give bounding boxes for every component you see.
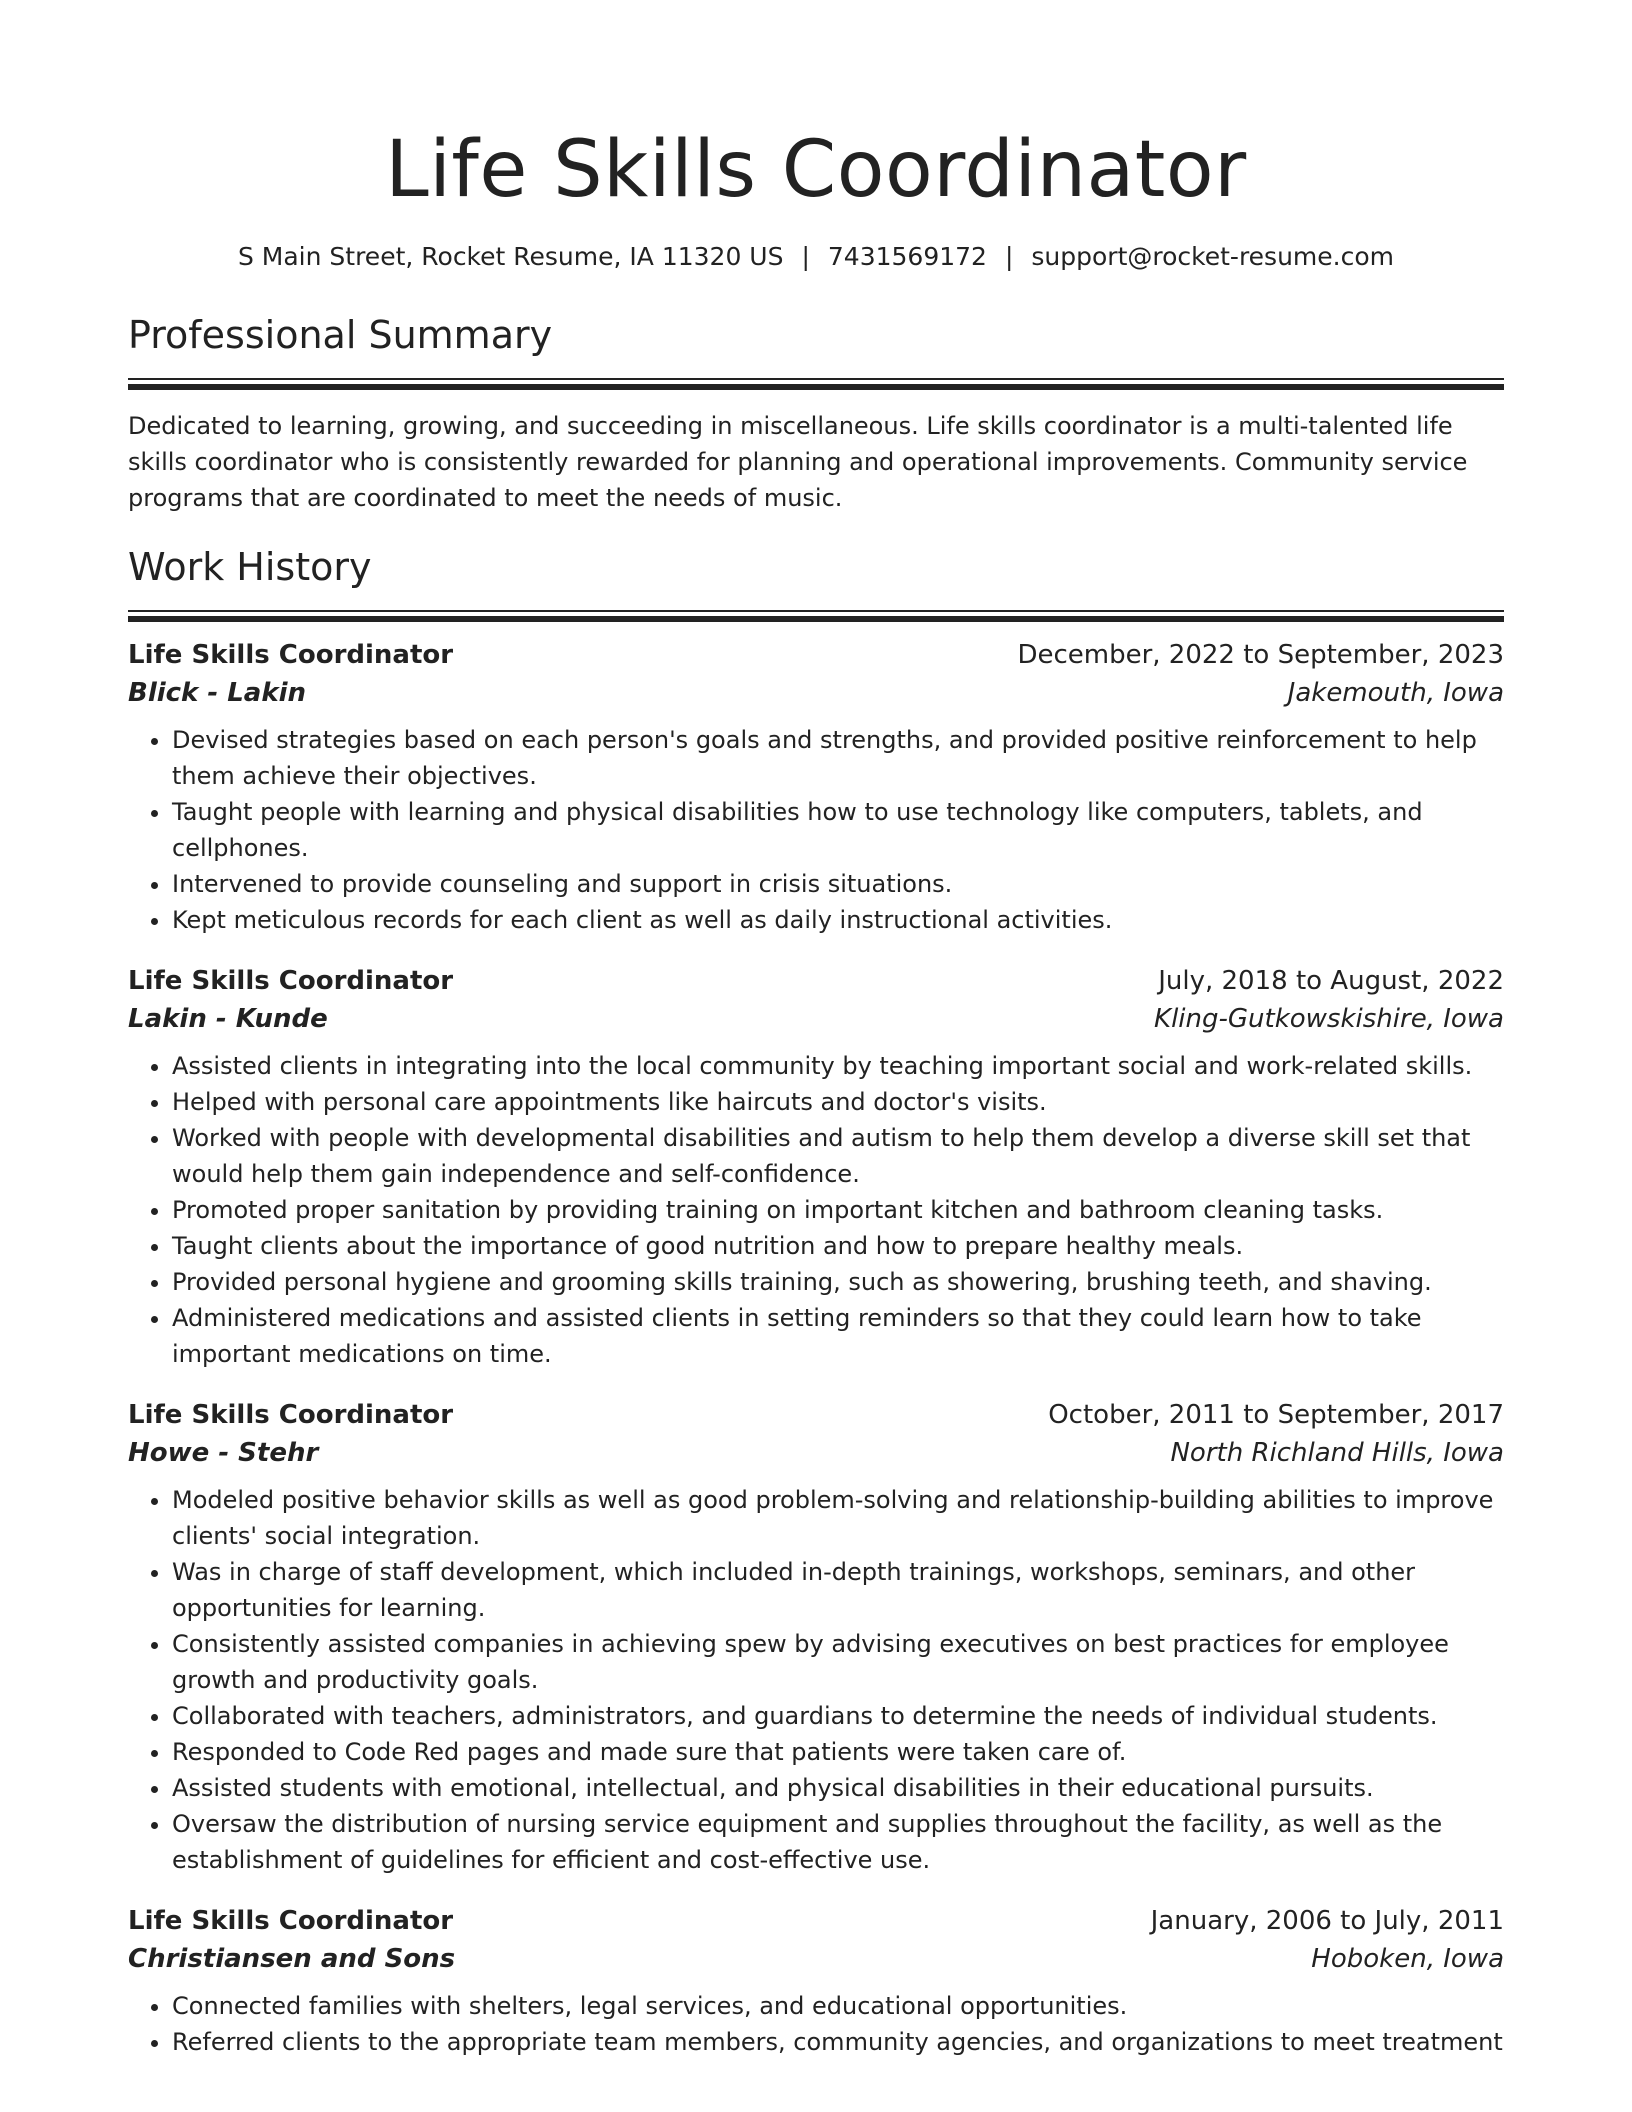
job-header-row [128,962,1504,1000]
job-company: Howe - Stehr [128,1438,319,1468]
job-company: Lakin - Kunde [128,1004,328,1034]
job-bullet: • Assisted students with emotional, intellectual, and physical disabilities in their educational pursuits. [172,1770,1504,1806]
professional-summary-section [128,310,1504,516]
contact-line [128,240,1504,274]
job-title: Life Skills Coordinator [128,1906,454,1936]
job-location: Kling-Gutkowskishire, Iowa [1154,1004,1504,1034]
job-bullet: • Collaborated with teachers, administrators, and guardians to determine the needs of individual students. [172,1698,1504,1734]
contact-separator: | [801,242,810,271]
job-entry [128,1396,1504,1878]
job-company: Blick - Lakin [128,678,307,708]
job-dates: October, 2011 to September, 2017 [1048,1400,1504,1430]
job-bullet: • Worked with people with developmental disabilities and autism to help them develop a diverse skill set that would help them gain independence and self-confidence. [172,1120,1504,1192]
work-history-section [128,542,1504,2060]
contact-phone: 7431569172 [827,242,987,271]
contact-email: support@rocket-resume.com [1031,242,1395,271]
job-entry [128,962,1504,1372]
job-location: North Richland Hills, Iowa [1170,1438,1504,1468]
job-bullet: • Kept meticulous records for each client as well as daily instructional activities. [172,902,1504,938]
job-subheader-row [128,674,1504,712]
job-location: Jakemouth, Iowa [1287,678,1504,708]
job-bullet: • Taught clients about the importance of good nutrition and how to prepare healthy meals. [172,1228,1504,1264]
job-subheader-row [128,1000,1504,1038]
section-heading-summary: Professional Summary [128,313,553,357]
job-list [128,636,1504,2060]
job-dates: December, 2022 to September, 2023 [1017,640,1504,670]
job-bullet: • Was in charge of staff development, which included in-depth trainings, workshops, seminars, and other opportunities for learning. [172,1554,1504,1626]
section-divider [128,378,1504,390]
job-bullet: • Devised strategies based on each person's goals and strengths, and provided positive reinforcement to help them achieve their objectives. [172,722,1504,794]
job-bullet: • Consistently assisted companies in achieving spew by advising executives on best practices for employee growth and productivity goals. [172,1626,1504,1698]
job-bullet: • Intervened to provide counseling and support in crisis situations. [172,866,1504,902]
job-bullet-list [128,1988,1504,2060]
job-title: Life Skills Coordinator [128,966,454,996]
job-bullet: • Referred clients to the appropriate team members, community agencies, and organizations to meet treatment [172,2024,1504,2060]
job-entry [128,1902,1504,2060]
job-dates: July, 2018 to August, 2022 [1158,966,1504,996]
job-header-row [128,636,1504,674]
job-company: Christiansen and Sons [128,1944,456,1974]
contact-separator: | [1004,242,1014,271]
job-bullet: • Helped with personal care appointments like haircuts and doctor's visits. [172,1084,1504,1120]
contact-address: S Main Street, Rocket Resume, IA 11320 US [237,242,784,271]
job-bullet-list [128,1048,1504,1372]
job-header-row [128,1396,1504,1434]
job-bullet: • Assisted clients in integrating into the local community by teaching important social and work-related skills. [172,1048,1504,1084]
job-bullet-list [128,1482,1504,1878]
job-bullet: • Modeled positive behavior skills as well as good problem-solving and relationship-building abilities to improve clients' social integration. [172,1482,1504,1554]
job-bullet-list [128,722,1504,938]
job-header-row [128,1902,1504,1940]
job-title: Life Skills Coordinator [128,1400,454,1430]
job-title: Life Skills Coordinator [128,640,454,670]
job-bullet: • Administered medications and assisted clients in setting reminders so that they could learn how to take important medications on time. [172,1300,1504,1372]
page-title: Life Skills Coordinator [385,125,1247,215]
summary-text: Dedicated to learning, growing, and succeeding in miscellaneous. Life skills coordinator is a multi-talented life skills coordinator who is consistently rewarded for planning and operational improvements. Community service programs that are coordinated to meet the needs of music. [128,412,1468,512]
job-bullet: • Taught people with learning and physical disabilities how to use technology like computers, tablets, and cellphones. [172,794,1504,866]
job-entry [128,636,1504,938]
job-bullet: • Promoted proper sanitation by providing training on important kitchen and bathroom cleaning tasks. [172,1192,1504,1228]
job-location: Hoboken, Iowa [1311,1944,1504,1974]
job-bullet: • Oversaw the distribution of nursing service equipment and supplies throughout the facility, as well as the establishment of guidelines for efficient and cost-effective use. [172,1806,1504,1878]
job-dates: January, 2006 to July, 2011 [1150,1906,1504,1936]
job-bullet: • Connected families with shelters, legal services, and educational opportunities. [172,1988,1504,2024]
section-divider [128,610,1504,622]
job-subheader-row [128,1940,1504,1978]
job-bullet: • Provided personal hygiene and grooming skills training, such as showering, brushing teeth, and shaving. [172,1264,1504,1300]
job-bullet: • Responded to Code Red pages and made sure that patients were taken care of. [172,1734,1504,1770]
section-heading-work-history: Work History [128,545,372,589]
job-subheader-row [128,1434,1504,1472]
